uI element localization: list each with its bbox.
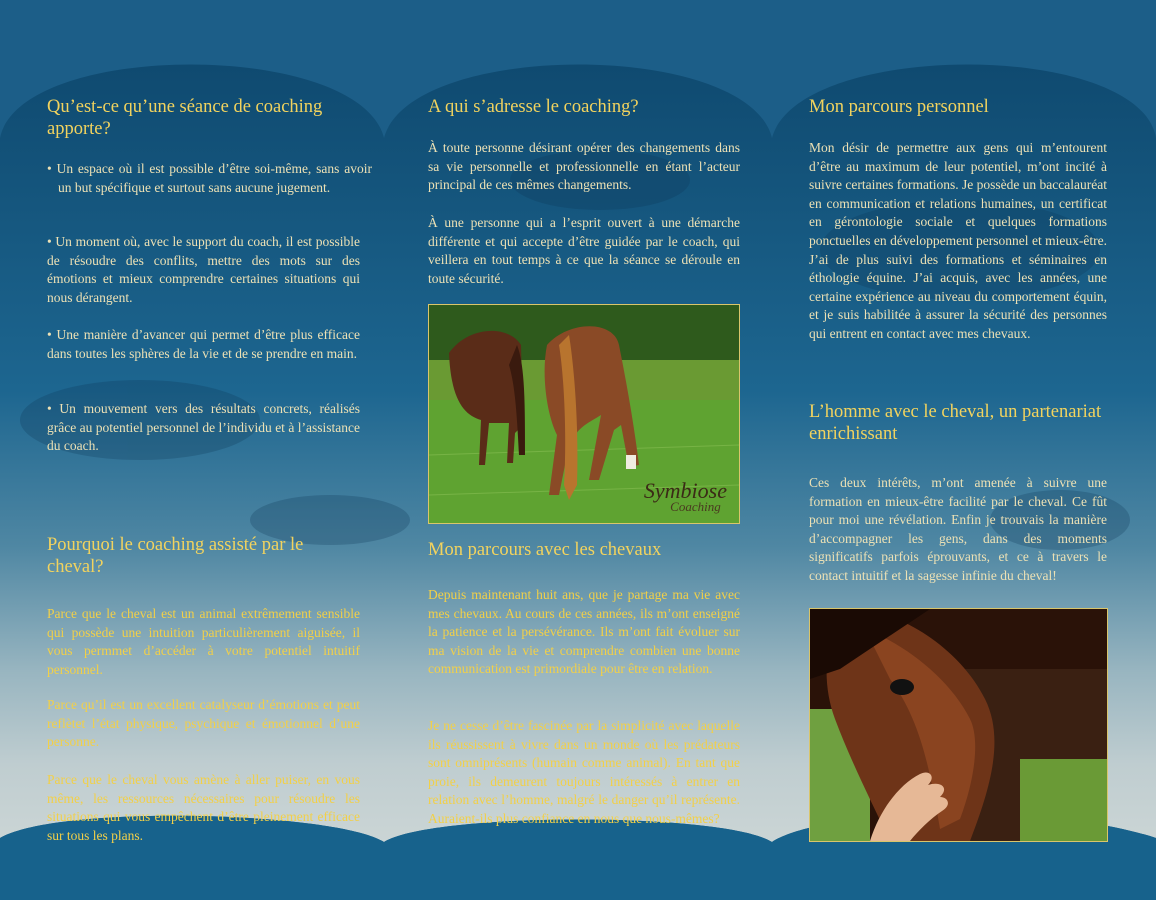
bullet-item: • Un moment où, avec le support du coach, il est possible de résoudre des conflits, mettre des mots sur des émotions et mieux comprendre certaines situations qui nous dérangent. [47,234,360,305]
paragraph: Parce qu’il est un excellent catalyseur d’émotions et peut reflètet l’état physique, psychique et émotionnel d’une personne. [47,697,360,750]
heading-a-qui: A qui s’adresse le coaching? [428,97,639,117]
paragraph: Depuis maintenant huit ans, que je partage ma vie avec mes chevaux. Au cours de ces années, ils m’ont enseigné la patience et la persévérance. Ils m’ont fait évoluer sur ma vision de la vie et comprendre combien une bonne communication est primordiale pour être en relation. [428,587,740,677]
logo-text: Symbiose [643,478,727,503]
bullet-item: • Un espace où il est possible d’être soi-même, sans avoir un but spécifique et surtout sans aucune jugement. [47,161,372,195]
heading-pourquoi-cheval: Pourquoi le coaching assisté par le cheval? [47,535,304,577]
symbiose-logo [644,480,727,513]
bullet-item: • Une manière d’avancer qui permet d’être plus efficace dans toutes les sphères de la vie et de se prendre en main. [47,327,360,361]
heading-parcours-chevaux: Mon parcours avec les chevaux [428,540,662,560]
paragraph: Parce que le cheval vous amène à aller puiser, en vous même, les ressources nécessaires pour résoudre les situations qui vous empêchent d’être pleinement efficace sur tous les plans. [47,772,360,843]
photo-two-horses-grazing [428,304,740,524]
bullet-item: • Un mouvement vers des résultats concrets, réalisés grâce au potentiel personnel de l’individu et à l’assistance du coach. [47,401,360,454]
paragraph: À toute personne désirant opérer des changements dans sa vie personnelle et professionnelle en étant l’acteur principal de ces mêmes changements. [428,140,740,193]
paragraph: Ces deux intérêts, m’ont amenée à suivre une formation en mieux-être facilité par le cheval. Ce fût pour moi une révélation. Enfin je trouvais la manière d’accompagner les gens, dans des moments significatifs parfois éprouvants, et ce à travers le contact intuitif et la sagesse infinie du cheval! [809,475,1107,583]
logo-subtext: Coaching [670,499,721,514]
photo-hand-on-horse [809,608,1108,842]
paragraph: Mon désir de permettre aux gens qui m’entourent d’être au maximum de leur potentiel, m’ont incité à suivre certaines formations. Je possède un baccalauréat en communication et relations humaines, un certificat en gérontologie sociale et quelques formations ponctuelles en développement personnel et mieux-être. J’ai de plus suivi des formations et séminaires en éthologie équine. J’ai acquis, avec les années, une certaine expérience au niveau du comportement équin, et je suis habilitée à assurer la sécurité des personnes qui entrent en contact avec mes chevaux. [809,140,1108,341]
heading-seance-coaching: Qu’est-ce qu’une séance de coaching apporte? [47,97,323,139]
heading-parcours-personnel: Mon parcours personnel [809,97,989,117]
paragraph: À une personne qui a l’esprit ouvert à une démarche différente et qui accepte d’être guidée par le coach, qui veillera en tout temps à ce que la séance se déroule en toute sécurité. [428,215,740,286]
paragraph: Parce que le cheval est un animal extrêmement sensible qui possède une intuition particulièrement aiguisée, il vous permmet d’accéder à votre potentiel intuitif personnel. [47,606,360,677]
paragraph: Je ne cesse d’être fascinée par la simplicité avec laquelle ils réussissent à vivre dans un monde où les prédateurs sont omniprésents (humain comme animal). En tant que proie, ils demeurent toujours intéressés à entrer en relation avec l’homme, malgré le danger qu’il représente. Auraient-ils plus confiance en nous que nous-mêmes? [428,718,740,826]
heading-partenariat: L’homme avec le cheval, un partenariat enrichissant [809,402,1102,444]
